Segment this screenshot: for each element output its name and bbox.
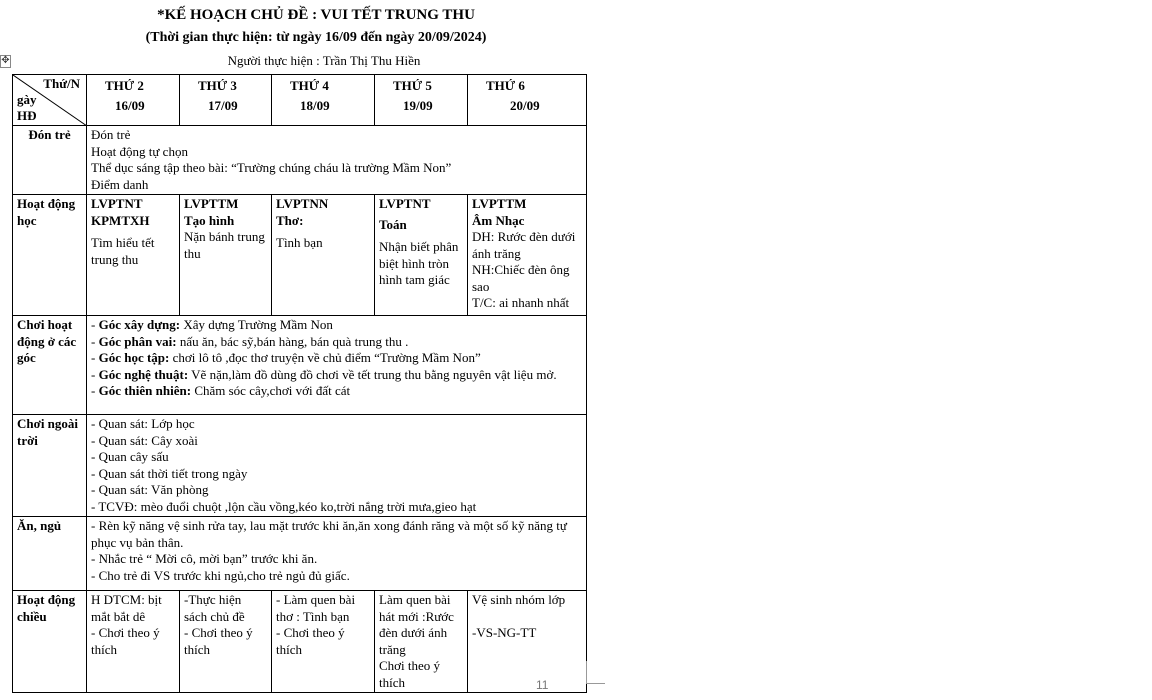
lesson-topic: Nhận biết phân biệt hình tròn hình tam giác	[379, 239, 459, 287]
day-header	[87, 75, 180, 126]
corner-text: Vẽ nặn,làm đồ dùng đồ chơi về tết trung thu bằng nguyên vật liệu mở.	[188, 366, 557, 382]
plan-subtitle: (Thời gian thực hiện: từ ngày 16/09 đến ngày 20/09/2024)	[145, 30, 487, 45]
afternoon-cell	[468, 591, 587, 693]
text-line: - Quan sát thời tiết trong ngày	[91, 465, 248, 481]
don-tre-content	[87, 126, 587, 195]
row-hoat-dong-hoc	[13, 195, 587, 316]
lesson-subject: Tạo hình	[184, 212, 235, 228]
text-line: Đón trẻ	[91, 127, 131, 142]
corner-item: - Góc xây dựng: Xây dựng Trường Mầm Non	[91, 317, 333, 332]
day-date: 19/09	[403, 98, 433, 113]
lesson-subject: KPMTXH	[91, 212, 150, 228]
corner-bottom-label	[17, 92, 37, 124]
lesson-topic: Nặn bánh trung thu	[184, 229, 265, 261]
corner-key: Góc thiên nhiên:	[98, 383, 192, 398]
lesson-area: LVPTNT	[379, 196, 431, 211]
day-date: 17/09	[208, 98, 238, 113]
header-row	[13, 75, 587, 126]
day-name: THỨ 6	[486, 78, 525, 93]
corner-item: - Góc thiên nhiên: Chăm sóc cây,chơi với đất cát	[91, 383, 351, 398]
corner-text: Xây dựng Trường Mầm Non	[180, 317, 333, 332]
corner-text: nấu ăn, bác sỹ,bán hàng, bán quà trung thu .	[176, 333, 409, 349]
corner-item: - Góc phân vai: nấu ăn, bác sỹ,bán hàng, bán quà trung thu .	[91, 333, 409, 349]
lesson-subject: Âm Nhạc	[472, 212, 525, 228]
lesson-area: LVPTNN	[276, 196, 329, 211]
row-label: Chơi ngoài trời	[13, 415, 87, 517]
day-date: 20/09	[510, 98, 540, 113]
afternoon-activity: Làm quen bài hát mới :Rước đèn dưới ánh trăng	[379, 592, 454, 657]
lesson-cell	[468, 195, 587, 316]
text-line: Hoạt động tự chọn	[91, 143, 188, 159]
lesson-cell	[272, 195, 375, 316]
afternoon-activity: H DTCM: bịt mắt bắt dê	[91, 592, 162, 624]
afternoon-cell	[180, 591, 272, 693]
corner-key: Góc nghệ thuật:	[98, 366, 189, 382]
row-label: Chơi hoạt động ở các góc	[13, 316, 87, 415]
eat-sleep-content	[87, 517, 587, 591]
afternoon-activity: -Thực hiện sách chủ đề	[184, 592, 245, 624]
corner-item: - Góc học tập: chơi lô tô ,đọc thơ truyện về chủ điểm “Trường Mầm Non”	[91, 350, 481, 365]
lesson-topic: NH:Chiếc đèn ông sao	[472, 262, 570, 294]
corner-cell	[13, 75, 87, 126]
plan-author: Người thực hiện : Trần Thị Thu Hiền	[227, 53, 421, 68]
row-label: Đón trẻ	[13, 126, 87, 195]
lesson-area: LVPTNT	[91, 196, 143, 211]
text-line: - Quan sát: Lớp học	[91, 416, 195, 431]
corner-item: - Góc nghệ thuật: Vẽ nặn,làm đồ dùng đồ chơi về tết trung thu bằng nguyên vật liệu mở.	[91, 366, 557, 382]
lesson-subject: Thơ:	[276, 212, 304, 228]
corner-key: Góc học tập:	[98, 350, 170, 365]
table-move-handle-icon[interactable]: ✥	[1, 55, 10, 66]
day-header	[180, 75, 272, 126]
text-line: - Quan sát: Văn phòng	[91, 482, 209, 497]
afternoon-cell	[87, 591, 180, 693]
text-line: - Cho trẻ đi VS trước khi ngủ,cho trẻ ngủ đủ giấc.	[91, 567, 350, 583]
corner-bottom-line: HĐ	[17, 108, 37, 123]
text-line: - Rèn kỹ năng vệ sinh rửa tay, lau mặt trước khi ăn,ăn xong đánh răng và một số kỹ năng tự phục vụ bản thân.	[91, 518, 567, 550]
afternoon-free-play: - Chơi theo ý thích	[91, 625, 160, 657]
day-date: 18/09	[300, 98, 330, 113]
afternoon-activity: - Làm quen bài thơ : Tình bạn	[276, 592, 356, 624]
afternoon-free-play: - Chơi theo ý thích	[184, 625, 253, 657]
row-don-tre	[13, 126, 587, 195]
lesson-cell	[87, 195, 180, 316]
weekly-plan-table	[12, 74, 587, 693]
afternoon-cell	[375, 591, 468, 693]
plan-title: *KẾ HOẠCH CHỦ ĐỀ : VUI TẾT TRUNG THU	[157, 7, 475, 23]
day-name: THỨ 2	[105, 78, 144, 93]
afternoon-cell	[272, 591, 375, 693]
day-name: THỨ 4	[290, 78, 329, 93]
text-line: - Nhắc trẻ “ Mời cô, mời bạn” trước khi ăn.	[91, 551, 318, 566]
day-name: THỨ 3	[198, 78, 237, 93]
corner-key: Góc xây dựng:	[98, 317, 181, 332]
text-line: - Quan sát: Cây xoài	[91, 432, 198, 448]
corner-key: Góc phân vai:	[98, 333, 177, 349]
lesson-topic: T/C: ai nhanh nhất	[472, 295, 570, 310]
corner-text: Chăm sóc cây,chơi với đất cát	[191, 383, 351, 398]
corner-bottom-line: gày	[17, 92, 37, 107]
text-line: - TCVĐ: mèo đuổi chuột ,lộn cầu vồng,kéo ko,trời nắng trời mưa,gieo hạt	[91, 498, 477, 514]
day-date: 16/09	[115, 98, 145, 113]
row-label: Hoạt động chiều	[13, 591, 87, 693]
afternoon-free-play: - Chơi theo ý thích	[276, 625, 345, 657]
page-corner-mark	[586, 661, 605, 684]
day-header	[272, 75, 375, 126]
lesson-topic: Tình bạn	[276, 235, 323, 250]
text-line: Điểm danh	[91, 176, 149, 192]
afternoon-free-play: -VS-NG-TT	[472, 624, 537, 640]
day-name: THỨ 5	[393, 78, 432, 93]
afternoon-activity: Vệ sinh nhóm lớp	[472, 592, 566, 607]
lesson-area: LVPTTM	[472, 196, 527, 211]
row-label: Hoạt động học	[13, 195, 87, 316]
row-hoat-dong-chieu	[13, 591, 587, 693]
lesson-topic: DH: Rước đèn dưới ánh trăng	[472, 229, 576, 261]
day-header	[375, 75, 468, 126]
afternoon-free-play: Chơi theo ý thích	[379, 658, 441, 690]
row-label: Ăn, ngủ	[13, 517, 87, 591]
text-line: Thể dục sáng tập theo bài: “Trường chúng cháu là trường Mầm Non”	[91, 160, 452, 175]
row-an-ngu	[13, 517, 587, 591]
outdoor-content	[87, 415, 587, 517]
row-choi-hoat-dong	[13, 316, 587, 415]
activity-corners	[87, 316, 587, 415]
text-line: - Quan cây sấu	[91, 449, 169, 464]
page-number: 11	[536, 678, 549, 692]
day-header	[468, 75, 587, 126]
lesson-area: LVPTTM	[184, 196, 239, 211]
lesson-subject: Toán	[379, 216, 407, 232]
lesson-cell	[180, 195, 272, 316]
lesson-topic: Tìm hiểu tết trung thu	[91, 235, 155, 267]
row-choi-ngoai-troi	[13, 415, 587, 517]
corner-top-label: Thứ/N	[43, 76, 80, 91]
lesson-cell	[375, 195, 468, 316]
corner-text: chơi lô tô ,đọc thơ truyện về chủ điểm “Trường Mầm Non”	[169, 350, 481, 365]
